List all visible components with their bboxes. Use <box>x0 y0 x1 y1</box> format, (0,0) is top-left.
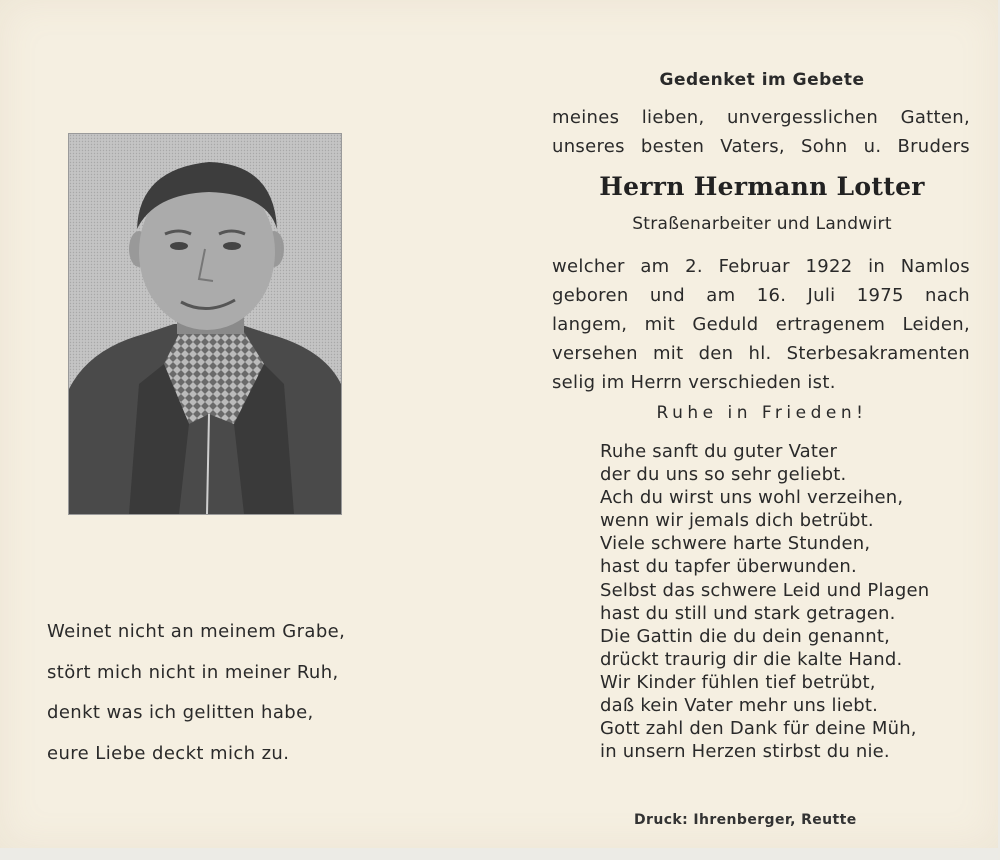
poem-line: der du uns so sehr geliebt. <box>600 464 847 486</box>
poem-line: in unsern Herzen stirbst du nie. <box>600 741 890 763</box>
bio-line: geboren und am 16. Juli 1975 nach <box>552 285 970 306</box>
poem-line: Ruhe sanft du guter Vater <box>600 441 838 462</box>
poem-line: Selbst das schwere Leid und Plagen <box>600 579 930 601</box>
poem-line: wenn wir jemals dich betrübt. <box>600 510 874 532</box>
poem <box>600 440 980 763</box>
portrait-photo <box>68 133 342 515</box>
deceased-name: Herrn Hermann Lotter <box>599 172 925 201</box>
poem-line: Gott zahl den Dank für deine Müh, <box>600 718 917 740</box>
poem-line: Die Gattin die du dein genannt, <box>600 625 891 647</box>
poem-line: Viele schwere harte Stunden, <box>600 533 871 555</box>
poem-line: hast du tapfer überwunden. <box>600 556 857 578</box>
portrait-image <box>69 134 341 514</box>
rest-in-peace: Ruhe in Frieden! <box>656 403 868 423</box>
left-verse-line: stört mich nicht in meiner Ruh, <box>47 661 339 683</box>
poem-line: hast du still und stark getragen. <box>600 602 896 624</box>
poem-line: Ach du wirst uns wohl verzeihen, <box>600 487 904 509</box>
bio-line: versehen mit den hl. Sterbesakramenten <box>552 343 970 364</box>
poem-line: drückt traurig dir die kalte Hand. <box>600 648 903 670</box>
left-verse-line: eure Liebe deckt mich zu. <box>47 742 290 764</box>
bio-text <box>552 252 970 397</box>
heading: Gedenket im Gebete <box>659 70 865 90</box>
poem-line: daß kein Vater mehr uns liebt. <box>600 695 879 717</box>
bio-line: langem, mit Geduld ertragenem Leiden, <box>552 314 970 335</box>
occupation: Straßenarbeiter und Landwirt <box>632 214 892 234</box>
left-verse-line: Weinet nicht an meinem Grabe, <box>47 621 346 642</box>
left-verse <box>47 618 387 780</box>
printer-credit: Druck: Ihrenberger, Reutte <box>634 812 857 828</box>
intro-line: unseres besten Vaters, Sohn u. Bruders <box>552 136 970 157</box>
bio-line: welcher am 2. Februar 1922 in Namlos <box>552 256 970 277</box>
intro-text <box>552 103 970 161</box>
bio-line: selig im Herrn verschieden ist. <box>552 372 836 393</box>
poem-line: Wir Kinder fühlen tief betrübt, <box>600 671 876 693</box>
left-verse-line: denkt was ich gelitten habe, <box>47 702 314 723</box>
intro-line: meines lieben, unvergesslichen Gatten, <box>552 107 970 128</box>
